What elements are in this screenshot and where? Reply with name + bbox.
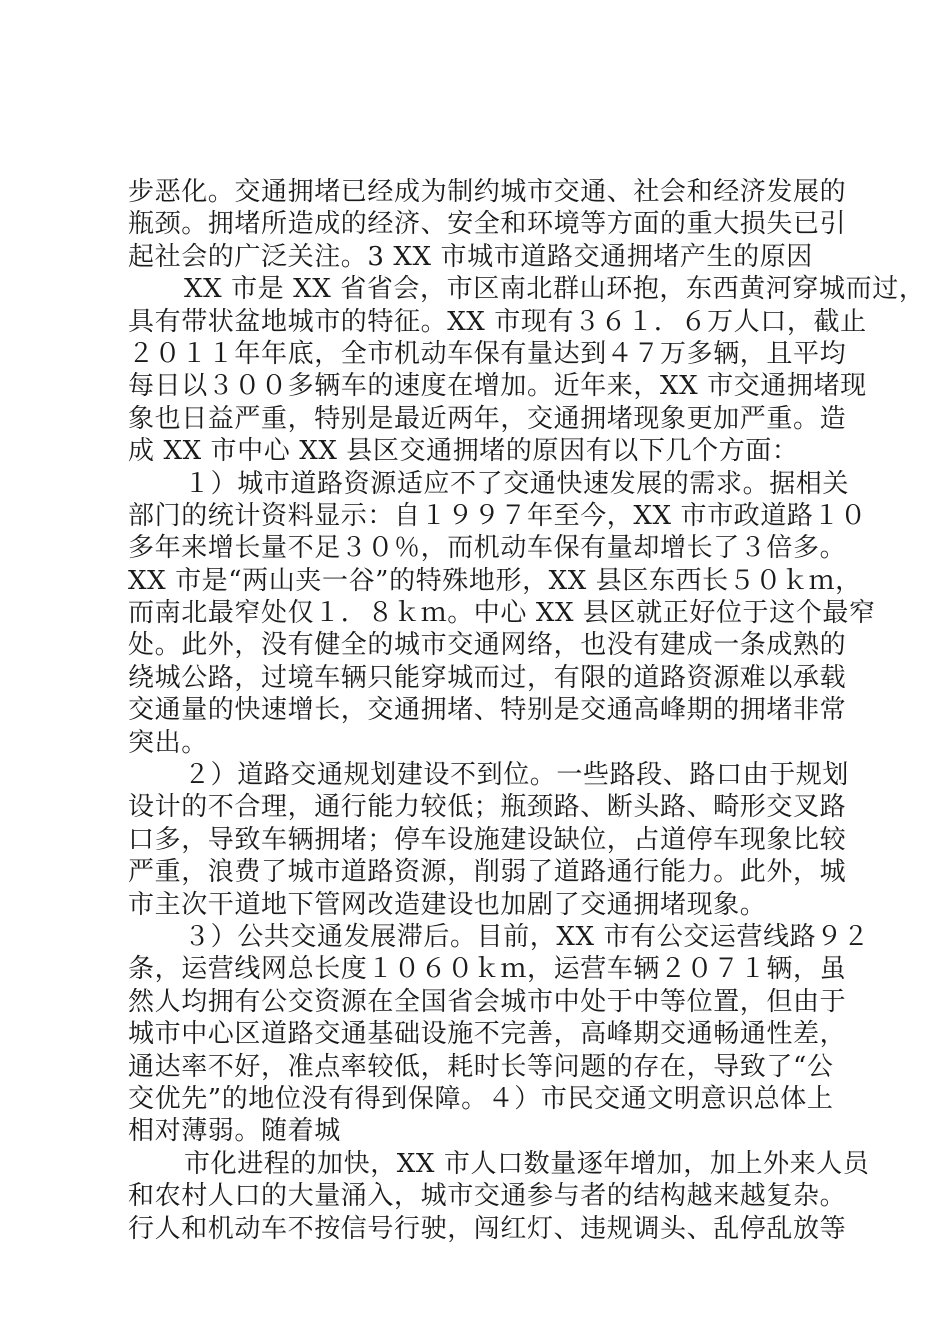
text-line: 严重，浪费了城市道路资源，削弱了道路通行能力。此外，城 bbox=[128, 857, 847, 888]
text-line: 成 XX 市中心 XX 县区交通拥堵的原因有以下几个方面： bbox=[128, 436, 799, 467]
text-line: 交通量的快速增长，交通拥堵、特别是交通高峰期的拥堵非常 bbox=[128, 695, 847, 726]
text-line: 部门的统计资料显示：自１９９７年至今，XX 市市政道路１０ bbox=[128, 500, 867, 531]
text-line: 处。此外，没有健全的城市交通网络，也没有建成一条成熟的 bbox=[128, 630, 847, 661]
text-line: 市化进程的加快，XX 市人口数量逐年增加，加上外来人员 bbox=[184, 1148, 870, 1179]
text-line: 条，运营线网总长度１０６０ｋｍ，运营车辆２０７１辆，虽 bbox=[128, 954, 847, 985]
text-line: 通达率不好，准点率较低，耗时长等问题的存在，导致了“公 bbox=[128, 1051, 834, 1082]
text-line: 市主次干道地下管网改造建设也加剧了交通拥堵现象。 bbox=[128, 889, 767, 920]
text-line: 城市中心区道路交通基础设施不完善，高峰期交通畅通性差， bbox=[128, 1019, 847, 1050]
text-line: 交优先”的地位没有得到保障。４）市民交通文明意识总体上 bbox=[128, 1083, 834, 1114]
text-line: 步恶化。交通拥堵已经成为制约城市交通、社会和经济发展的 bbox=[128, 177, 847, 207]
text-line: 设计的不合理，通行能力较低；瓶颈路、断头路、畸形交叉路 bbox=[128, 792, 847, 823]
text-line: 起社会的广泛关注。3 XX 市城市道路交通拥堵产生的原因 bbox=[128, 241, 813, 272]
text-line: ２０１１年年底，全市机动车保有量达到４７万多辆，且平均 bbox=[128, 338, 847, 369]
text-line: 突出。 bbox=[128, 727, 208, 758]
text-line: 瓶颈。拥堵所造成的经济、安全和环境等方面的重大损失已引 bbox=[128, 209, 847, 240]
text-line: 具有带状盆地城市的特征。XX 市现有３６１．６万人口，截止 bbox=[128, 306, 867, 337]
text-line: XX 市是“两山夹一谷”的特殊地形，XX 县区东西长５０ｋｍ， bbox=[128, 565, 862, 596]
text-line: 相对薄弱。随着城 bbox=[128, 1116, 341, 1147]
text-line: 而南北最窄处仅１．８ｋｍ。中心 XX 县区就正好位于这个最窄 bbox=[128, 598, 876, 629]
body-text bbox=[128, 176, 926, 1245]
text-line: 每日以３００多辆车的速度在增加。近年来，XX 市交通拥堵现 bbox=[128, 371, 867, 402]
text-line: XX 市是 XX 省省会，市区南北群山环抱，东西黄河穿城而过， bbox=[184, 274, 926, 305]
text-line: ３）公共交通发展滞后。目前，XX 市有公交运营线路９２ bbox=[184, 921, 870, 952]
text-line: 象也日益严重，特别是最近两年，交通拥堵现象更加严重。造 bbox=[128, 403, 847, 434]
text-line: １）城市道路资源适应不了交通快速发展的需求。据相关 bbox=[184, 468, 850, 499]
text-line: 多年来增长量不足３０％，而机动车保有量却增长了３倍多。 bbox=[128, 533, 847, 564]
text-line: 绕城公路，过境车辆只能穿城而过，有限的道路资源难以承载 bbox=[128, 662, 847, 693]
text-line: 口多，导致车辆拥堵；停车设施建设缺位，占道停车现象比较 bbox=[128, 824, 847, 855]
text-line: ２）道路交通规划建设不到位。一些路段、路口由于规划 bbox=[184, 760, 850, 791]
text-line: 和农村人口的大量涌入，城市交通参与者的结构越来越复杂。 bbox=[128, 1181, 847, 1212]
text-line: 行人和机动车不按信号行驶，闯红灯、违规调头、乱停乱放等 bbox=[128, 1213, 847, 1244]
text-line: 然人均拥有公交资源在全国省会城市中处于中等位置，但由于 bbox=[128, 986, 847, 1017]
